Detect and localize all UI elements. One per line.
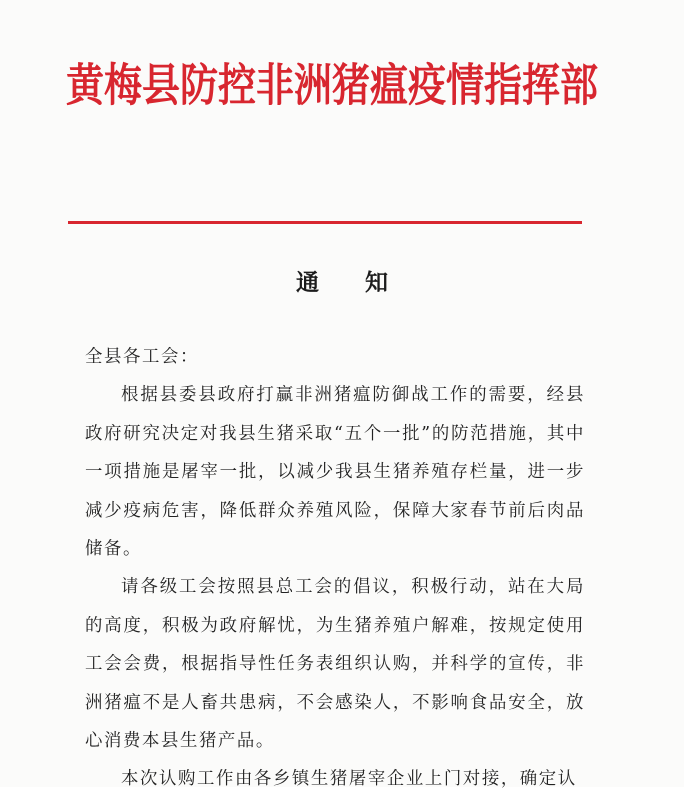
paragraph-3: 本次认购工作由各乡镇生猪屠宰企业上门对接，确定认 (121, 769, 577, 790)
letterhead-red-rule (68, 221, 582, 224)
notice-title: 通知 (296, 269, 434, 296)
salutation: 全县各工会： (85, 347, 199, 367)
paragraph-2: 请各级工会按照县总工会的倡议，积极行动，站在大局的高度，积极为政府解忧，为生猪养殖户解难，按规定使用工会会费，根据指导性任务表组织认购，并科学的宣传，非洲猪瘟不是人畜共患病，不会感染人，不影响食品安全，放心消费本县生猪产品。 (85, 577, 585, 752)
notice-body (85, 338, 585, 799)
paragraph-1: 根据县委县政府打赢非洲猪瘟防御战工作的需要，经县政府研究决定对我县生猪采取“五个一批”的防范措施，其中一项措施是屠宰一批，以减少我县生猪养殖存栏量，进一步减少疫病危害，降低群众养殖风险，保障大家春节前后肉品储备。 (85, 385, 585, 560)
letterhead-title: 黄梅县防控非洲猪瘟疫情指挥部 (66, 58, 599, 112)
